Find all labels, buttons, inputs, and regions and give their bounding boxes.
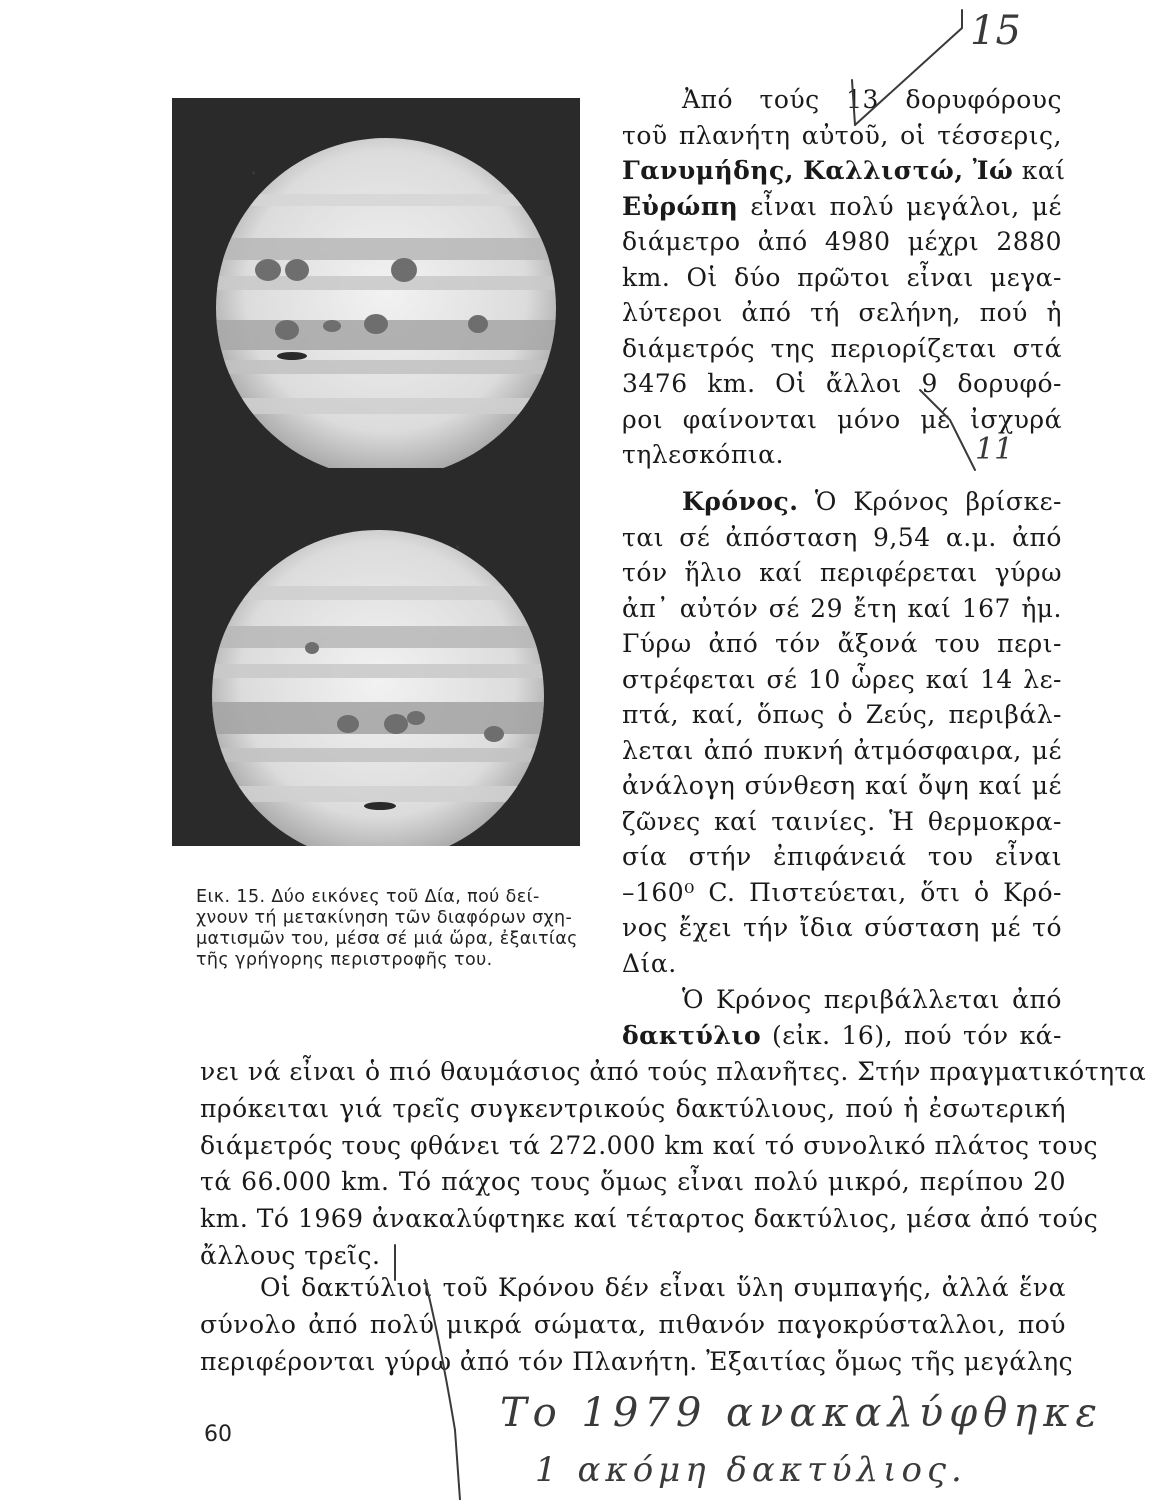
- text-line: σύνολο ἀπό πολύ μικρά σώματα, πιθανόν παγοκρύσταλλοι, πού: [200, 1309, 1066, 1339]
- text-line: km. Οἱ δύο πρῶτοι εἶναι μεγα-: [622, 262, 1062, 292]
- text-line: στρέφεται σέ 10 ὧρες καί 14 λε-: [622, 664, 1062, 694]
- paragraph-ring-composition: [200, 1270, 1074, 1380]
- text-line: λύτεροι ἀπό τή σελήνη, πού ἡ: [622, 298, 1062, 327]
- caption-line: ματισμῶν του, μέσα σέ μιά ὥρα, ἐξαιτίας: [196, 929, 578, 949]
- text-line: Ὁ Κρόνος περιβάλλεται ἀπό: [682, 985, 1062, 1014]
- text-line: τοῦ πλανήτη αὐτοῦ, οἱ τέσσερις,: [622, 120, 1062, 150]
- text-line: περιφέρονται γύρω ἀπό τόν Πλανήτη. Ἐξαιτίας ὅμως τῆς μεγάλης: [200, 1346, 1074, 1376]
- text-line: διάμετρός τους φθάνει τά 272.000 km καί τό συνολικό πλάτος τους: [200, 1130, 1099, 1160]
- text-line: Κρόνος. Ὁ Κρόνος βρίσκε-: [682, 487, 1062, 516]
- text-line: Εὐρώπη εἶναι πολύ μεγάλοι, μέ: [622, 191, 1062, 221]
- text-line: νος ἔχει τήν ἴδια σύσταση μέ τό: [622, 913, 1062, 942]
- ring-term-bold: δακτύλιο: [622, 1020, 762, 1050]
- caption-line: Εικ. 15. Δύο εικόνες τοῦ Δία, πού δεί-: [196, 887, 540, 907]
- paragraph-saturn: [622, 484, 1062, 981]
- text-line: τόν ἥλιο καί περιφέρεται γύρω: [622, 558, 1062, 587]
- text-line: Ἀπό τούς 13 δορυφόρους: [682, 85, 1062, 114]
- jupiter-image-bottom: [172, 476, 580, 846]
- text-line: διάμετρο ἀπό 4980 μέχρι 2880: [622, 227, 1062, 256]
- handwritten-note-bottom-line1: Το 1979 ανακαλύφθηκε: [500, 1390, 1103, 1436]
- text-line: Οἱ δακτύλιοι τοῦ Κρόνου δέν εἶναι ὕλη συμπαγής, ἀλλά ἕνα: [260, 1273, 1066, 1302]
- text-line: ἀνάλογη σύνθεση καί ὄψη καί μέ: [622, 771, 1062, 800]
- text-line: τά 66.000 km. Τό πάχος τους ὅμως εἶναι πολύ μικρό, περίπου 20: [200, 1167, 1066, 1197]
- jupiter-image-top: [172, 98, 580, 468]
- text-line: Γανυμήδης, Καλλιστώ, Ἰώ καί: [622, 156, 1066, 185]
- jupiter-figure: [172, 98, 580, 846]
- text-line: νει νά εἶναι ὁ πιό θαυμάσιος ἀπό τούς πλανῆτες. Στήν πραγματικότητα: [200, 1057, 1147, 1086]
- caption-line: χνουν τή μετακίνηση τῶν διαφόρων σχη-: [196, 908, 573, 928]
- caption-line: τῆς γρήγορης περιστροφῆς του.: [196, 950, 493, 970]
- text-line: ται σέ ἀπόσταση 9,54 α.μ. ἀπό: [622, 522, 1062, 552]
- figure-caption: [196, 887, 594, 971]
- text-line: λεται ἀπό πυκνή ἀτμόσφαιρα, μέ: [622, 735, 1062, 765]
- text-line: km. Τό 1969 ἀνακαλύφτηκε καί τέταρτος δακτύλιος, μέσα ἀπό τούς: [200, 1204, 1099, 1234]
- text-line: σία στήν ἐπιφάνειά του εἶναι: [622, 842, 1062, 871]
- moon-name-bold: Εὐρώπη: [622, 191, 739, 221]
- saturn-heading: Κρόνος.: [682, 487, 799, 516]
- text-line: διάμετρός της περιορίζεται στά: [622, 333, 1062, 363]
- text-line: ἀπ᾽ αὐτόν σέ 29 ἔτη καί 167 ἡμ.: [622, 593, 1062, 623]
- text-line: ροι φαίνονται μόνο μέ ἰσχυρά: [622, 404, 1062, 434]
- paragraph-moons: [622, 82, 1066, 473]
- text-line: δακτύλιο (εἰκ. 16), πού τόν κά-: [622, 1020, 1062, 1050]
- handwritten-note-top: 15: [970, 8, 1021, 54]
- text-line: 3476 km. Οἱ ἄλλοι 9 δορυφό-: [622, 369, 1062, 398]
- page-number: 60: [204, 1422, 232, 1447]
- handwritten-note-bottom-line2: 1 ακόμη δακτύλιος.: [535, 1450, 967, 1490]
- text-line: πτά, καί, ὅπως ὁ Ζεύς, περιβάλ-: [622, 700, 1062, 729]
- text-line: ἄλλους τρεῖς.: [200, 1240, 381, 1270]
- text-line: –160⁰ C. Πιστεύεται, ὅτι ὁ Κρό-: [622, 877, 1062, 907]
- text-line: Γύρω ἀπό τόν ἄξονά του περι-: [622, 629, 1062, 658]
- paragraph-rings: [200, 1054, 1147, 1275]
- text-line: τηλεσκόπια.: [622, 440, 784, 469]
- text-line: Δία.: [622, 948, 677, 978]
- text-line: πρόκειται γιά τρεῖς συγκεντρικούς δακτύλιους, πού ἡ ἐσωτερική: [200, 1093, 1066, 1123]
- handwritten-note-middle: 11: [975, 432, 1014, 467]
- moon-names-bold: Γανυμήδης, Καλλιστώ, Ἰώ: [622, 156, 1014, 185]
- paragraph-rings-start: [622, 982, 1062, 1053]
- text-line: ζῶνες καί ταινίες. Ἡ θερμοκρα-: [622, 806, 1062, 836]
